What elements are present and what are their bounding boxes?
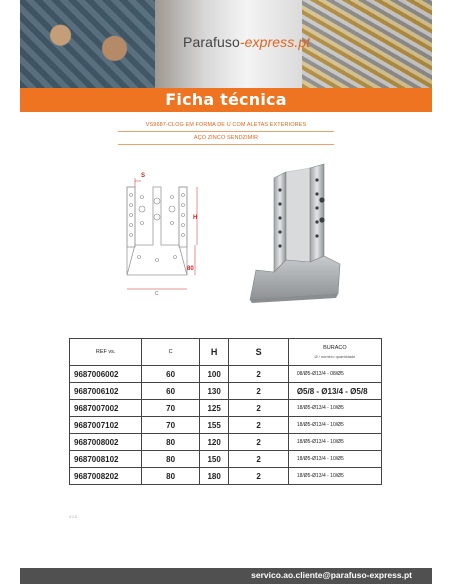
cell-holes: 18/Ø5-Ø13/4 - 10/Ø5	[288, 400, 381, 417]
divider	[118, 131, 334, 132]
cell-c: 70	[142, 417, 200, 434]
header-c: C	[142, 339, 200, 366]
cell-h: 150	[199, 451, 229, 468]
cell-holes: 18/Ø5-Ø13/4 - 10/Ø5	[288, 468, 381, 485]
footer-email[interactable]: servico.ao.cliente@parafuso-express.pt	[251, 570, 412, 580]
tools-photo	[20, 0, 155, 88]
cell-holes: Ø5/8 - Ø13/4 - Ø5/8	[288, 383, 381, 400]
brand-main: Parafuso	[183, 34, 240, 50]
table-row	[70, 468, 382, 485]
table-row	[70, 451, 382, 468]
header-holes	[288, 339, 381, 366]
table-header-row	[70, 339, 382, 366]
screws-photo	[302, 0, 432, 88]
cell-h: 130	[199, 383, 229, 400]
spec-table	[69, 338, 382, 485]
cell-s: 2	[229, 366, 288, 383]
technical-drawing	[105, 165, 210, 300]
cell-h: 155	[199, 417, 229, 434]
table-row	[70, 366, 382, 383]
footer-bar	[20, 568, 432, 584]
dim-b-label: 80	[187, 266, 194, 272]
cell-s: 2	[229, 451, 288, 468]
cell-holes: 18/Ø5-Ø13/4 - 10/Ø5	[288, 451, 381, 468]
version-note: V.1.0	[69, 515, 77, 519]
dim-c-label: C	[155, 291, 159, 297]
cell-s: 2	[229, 417, 288, 434]
cell-c: 80	[142, 468, 200, 485]
cell-ref: 9687008202	[70, 468, 142, 485]
header-holes-label: BURACO	[323, 345, 347, 351]
cell-ref: 9687007002	[70, 400, 142, 417]
cell-c: 60	[142, 383, 200, 400]
cell-s: 2	[229, 383, 288, 400]
cell-holes: 18/Ø5-Ø13/4 - 10/Ø5	[288, 417, 381, 434]
dim-s-label: S	[141, 173, 146, 179]
table-row	[70, 400, 382, 417]
header-ref: REF vs.	[70, 339, 142, 366]
cell-ref: 9687007102	[70, 417, 142, 434]
cell-c: 70	[142, 400, 200, 417]
brand-accent: -express.pt	[239, 34, 311, 50]
cell-s: 2	[229, 400, 288, 417]
title-bar	[20, 88, 432, 112]
cell-s: 2	[229, 468, 288, 485]
cell-ref: 9687008002	[70, 434, 142, 451]
cell-holes: 18/Ø5-Ø13/4 - 10/Ø5	[288, 434, 381, 451]
product-description: VS9687-CLOG EM FORMA DE U COM ALETAS EXTERIORES	[145, 122, 307, 128]
cell-ref: 9687006002	[70, 366, 142, 383]
cell-h: 100	[199, 366, 229, 383]
page-title: Ficha técnica	[165, 90, 287, 109]
cell-c: 80	[142, 451, 200, 468]
cell-h: 120	[199, 434, 229, 451]
cell-ref: 9687006102	[70, 383, 142, 400]
dim-h-label: H	[193, 215, 198, 221]
product-photo	[238, 160, 346, 305]
cell-h: 125	[199, 400, 229, 417]
divider	[118, 144, 334, 145]
brand-logo	[183, 34, 310, 50]
header-h: H	[199, 339, 229, 366]
header-banner	[20, 0, 432, 88]
table-row	[70, 434, 382, 451]
cell-h: 180	[199, 468, 229, 485]
table-row	[70, 417, 382, 434]
header-holes-sub: Ø / número quantidade	[314, 354, 356, 359]
product-material: AÇO ZINCO SENDZIMIR	[193, 135, 259, 141]
cell-ref: 9687008102	[70, 451, 142, 468]
cell-c: 80	[142, 434, 200, 451]
cell-s: 2	[229, 434, 288, 451]
header-s: S	[229, 339, 288, 366]
cell-holes: 08/Ø5-Ø13/4 - 08/Ø5	[288, 366, 381, 383]
table-row	[70, 383, 382, 400]
cell-c: 60	[142, 366, 200, 383]
